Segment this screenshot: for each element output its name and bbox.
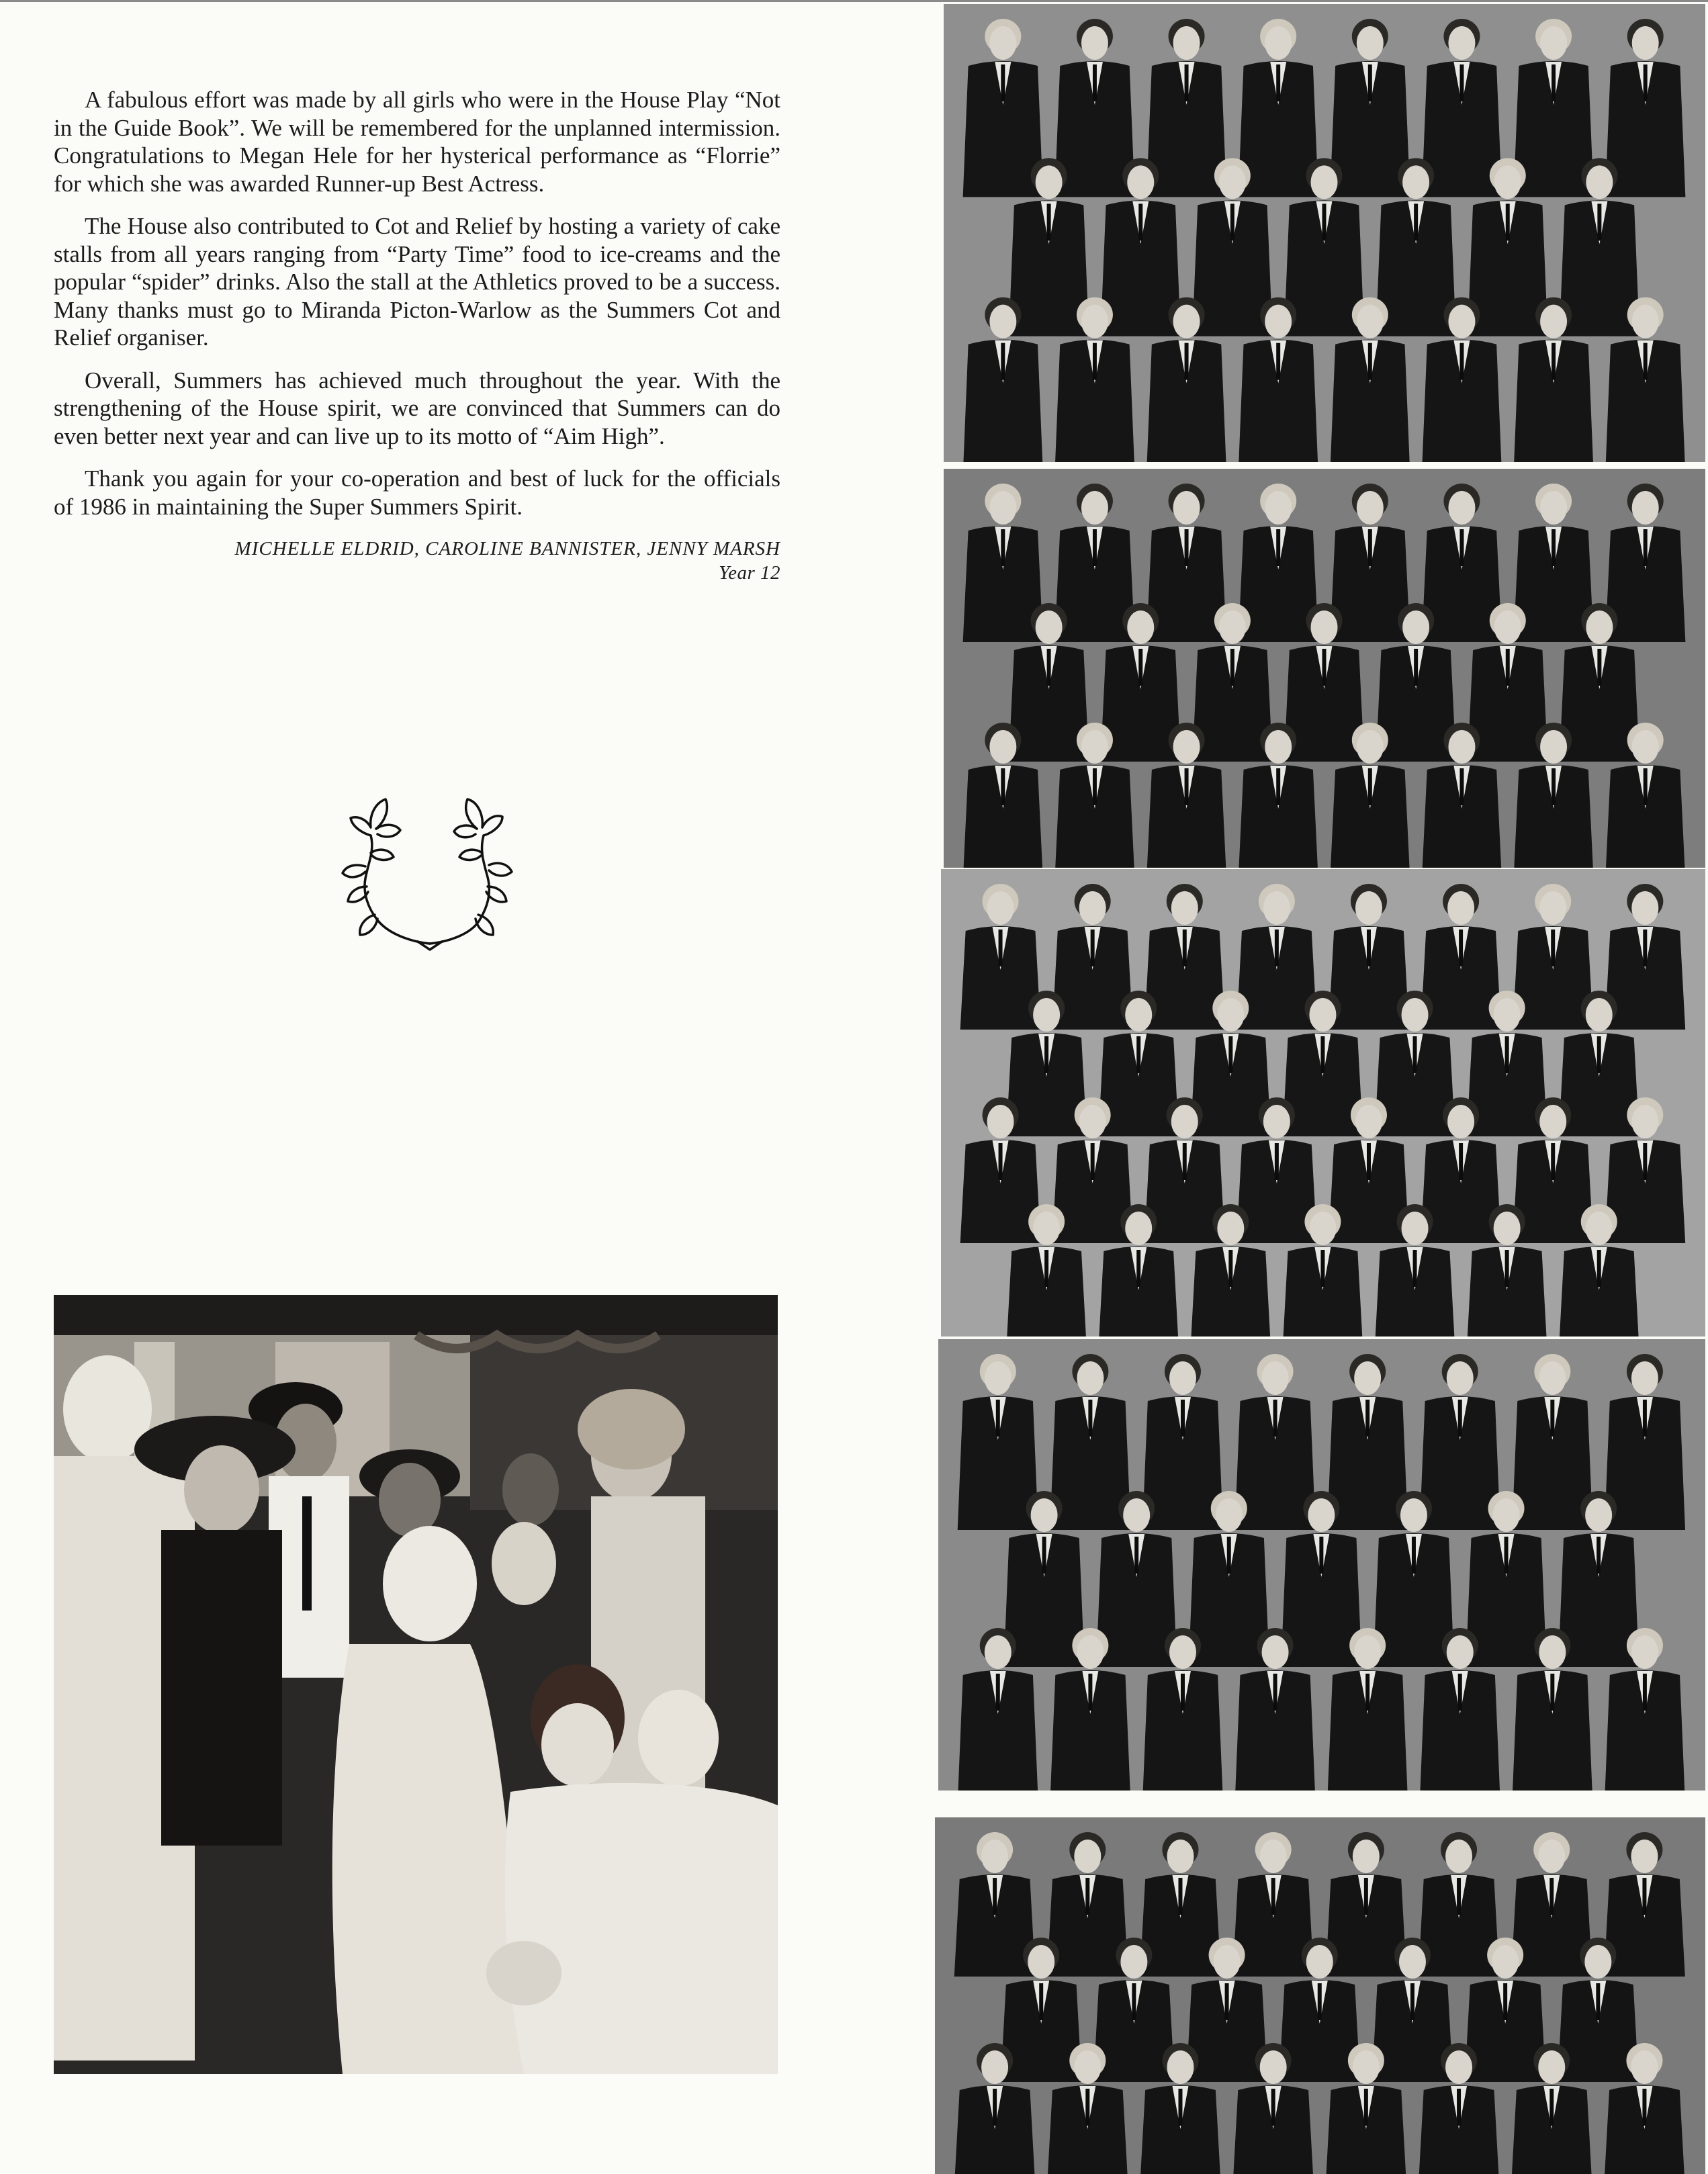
- paragraph: Thank you again for your co-operation and best of luck for the officials of 1986 in maintaining the Super Summers Spirit.: [54, 465, 780, 520]
- group-photo: [944, 469, 1705, 868]
- group-photo: [944, 4, 1705, 462]
- page-top-rule: [0, 0, 1708, 2]
- paragraph: Overall, Summers has achieved much throughout the year. With the strengthening of the House spirit, we are convinced that Summers can do even better next year and can live up to its motto of “Aim High”.: [54, 367, 780, 449]
- paragraph: The House also contributed to Cot and Relief by hosting a variety of cake stalls from all years ranging from “Party Time” food to ice-creams and the popular “spider” drinks. Also the stall at the Athletics proved to be a success. Many thanks must go to Miranda Picton-Warlow as the Summers Cot and Relief organiser.: [54, 213, 780, 351]
- paragraph: A fabulous effort was made by all girls who were in the House Play “Not in the Guide Book”. We will be remembered for the unplanned intermission. Congratulations to Megan Hele for her hysterical performance as “Florrie” for which she was awarded Runner-up Best Actress.: [54, 87, 780, 197]
- group-photo: [941, 869, 1705, 1337]
- author-year: Year 12: [719, 562, 780, 584]
- leaf-wreath-icon: [336, 786, 517, 954]
- house-play-photo: [54, 1295, 778, 2074]
- group-photo: [935, 1817, 1705, 2174]
- author-signature: [54, 537, 780, 585]
- author-names: MICHELLE ELDRID, CAROLINE BANNISTER, JENNY MARSH: [234, 538, 780, 559]
- article-text: [54, 86, 780, 585]
- group-photo: [938, 1339, 1705, 1791]
